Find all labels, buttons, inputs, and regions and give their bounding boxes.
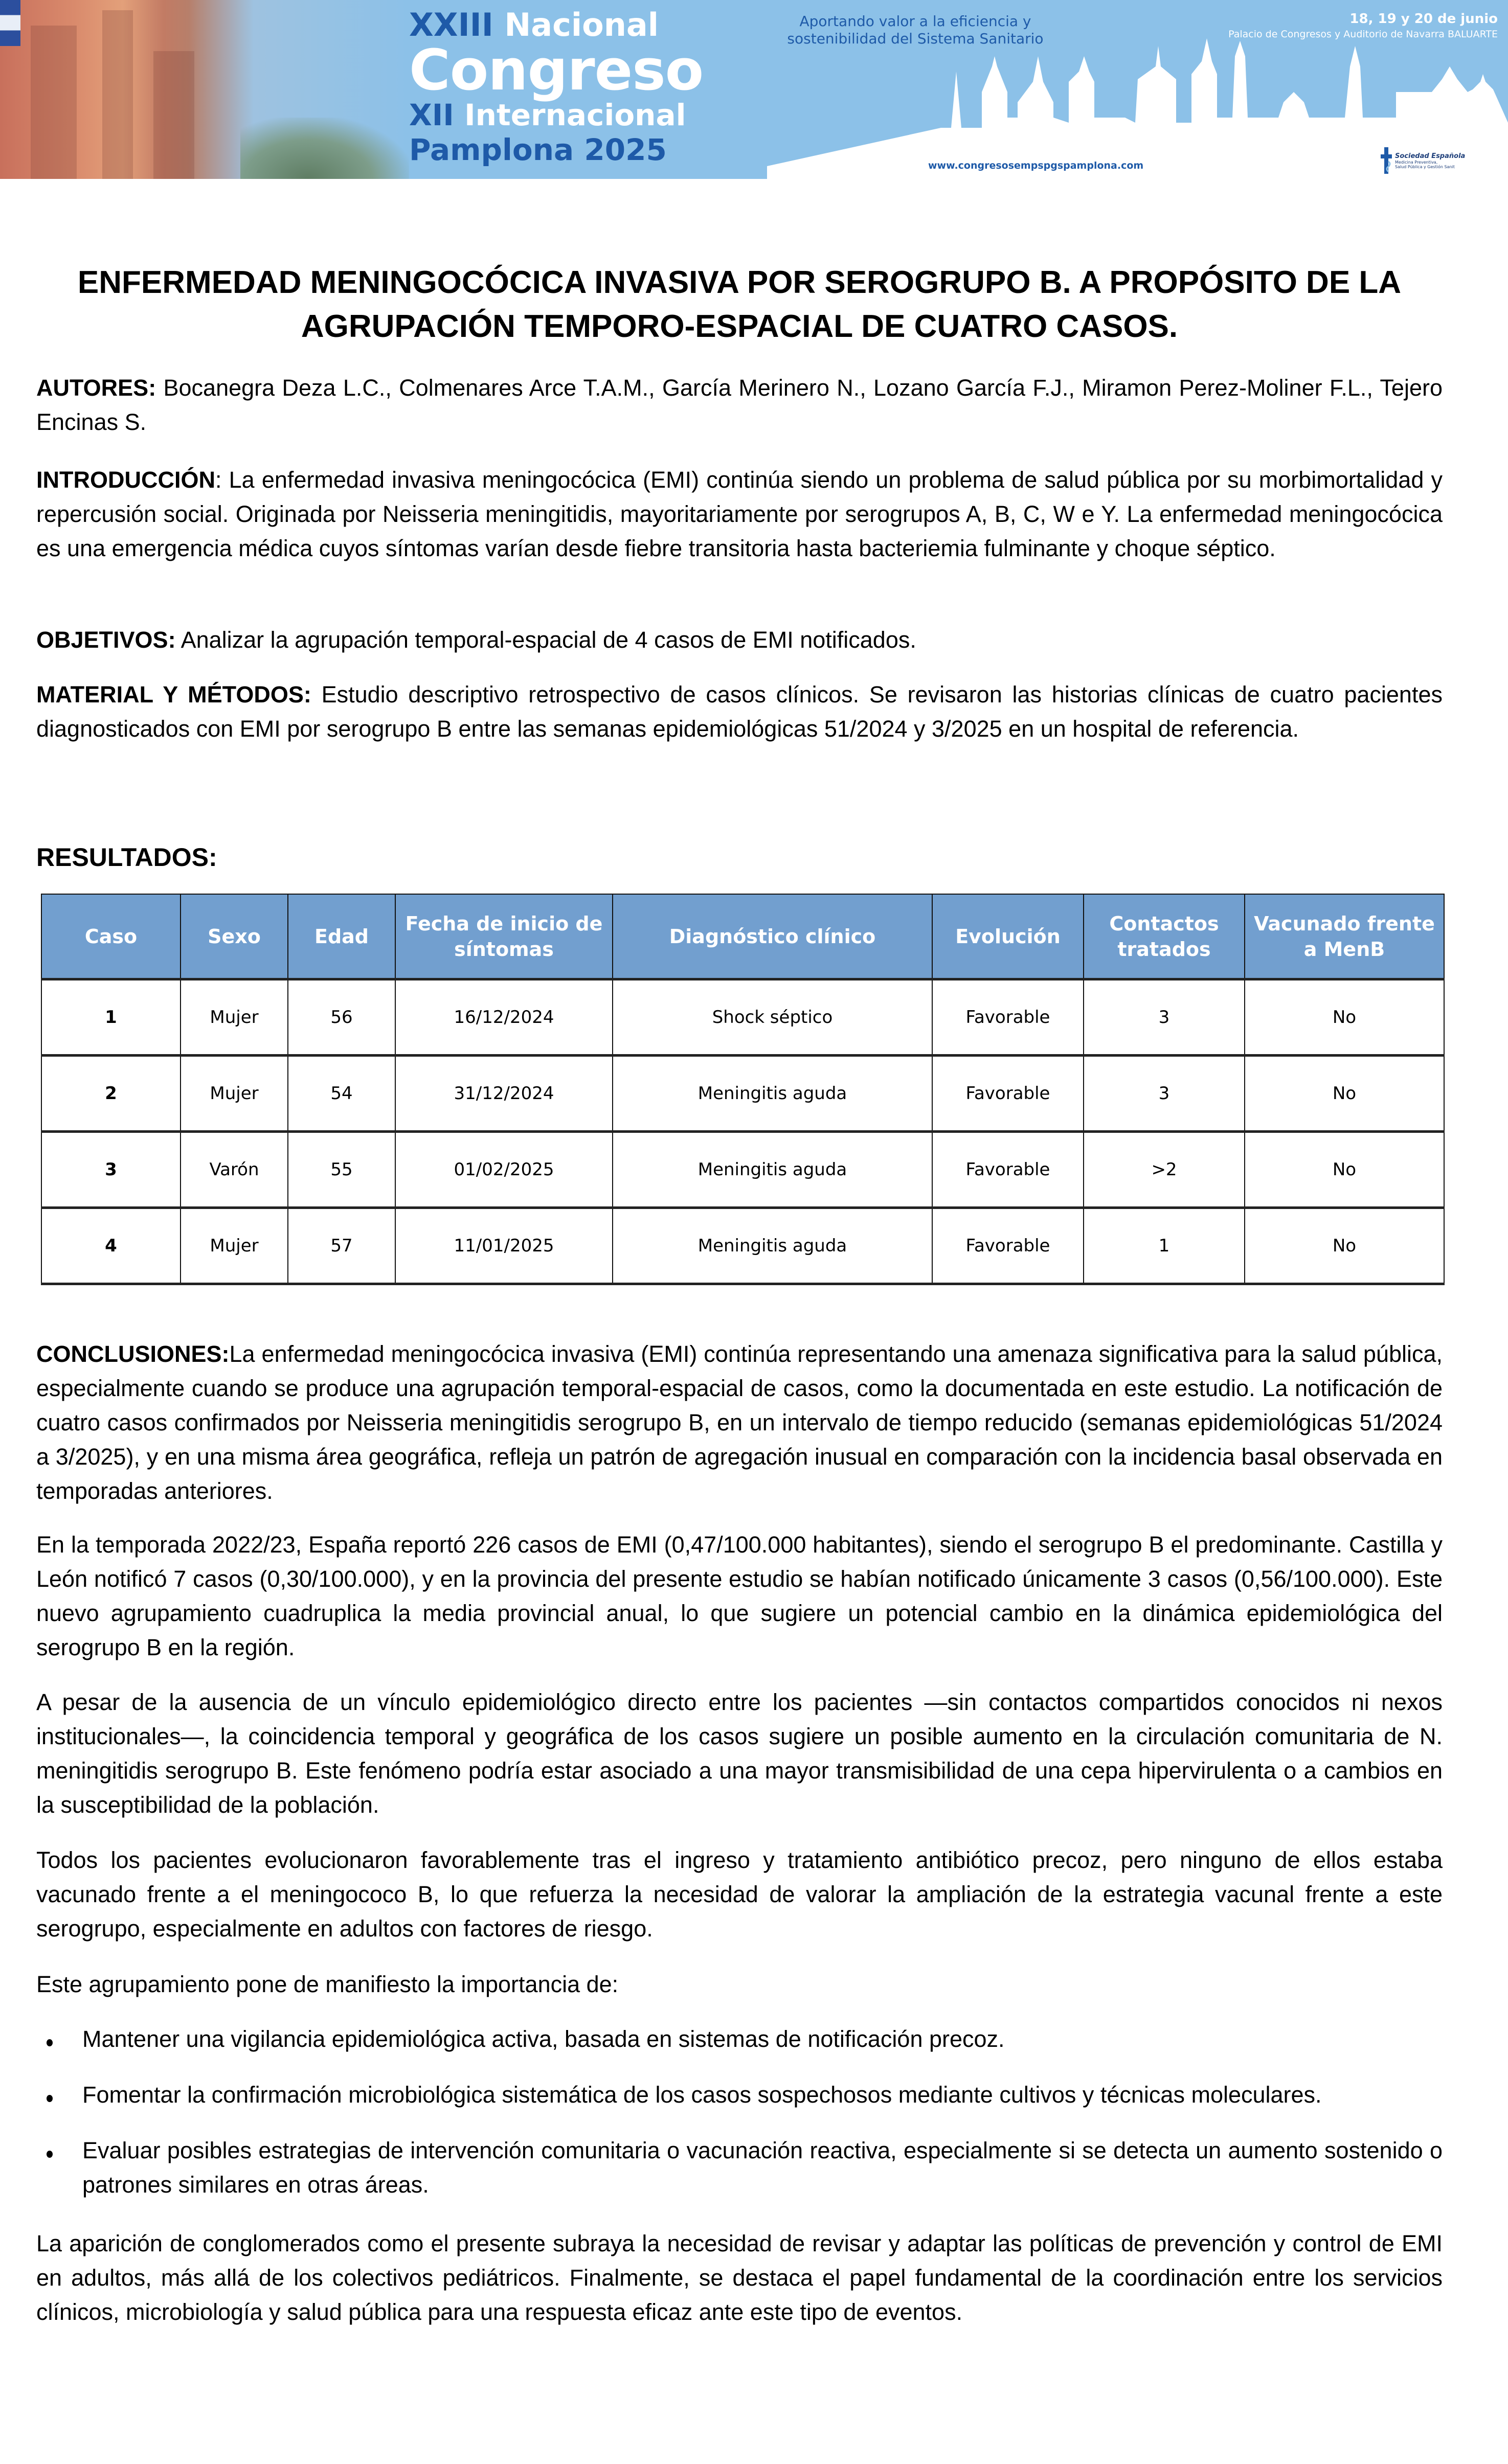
- conclusions-section: [36, 1337, 1443, 1508]
- congress-intl-scope: Internacional: [464, 98, 686, 132]
- congress-scope: Nacional: [504, 6, 659, 43]
- building-shape: [153, 51, 194, 179]
- cell-edad: 55: [288, 1132, 395, 1208]
- cell-contactos: 1: [1084, 1208, 1245, 1284]
- cell-sexo: Mujer: [181, 1208, 288, 1284]
- column-header-contactos: Contactos tratados: [1084, 894, 1245, 979]
- society-cross-icon: [1381, 147, 1392, 174]
- introduction-label: INTRODUCCIÓN: [36, 467, 215, 493]
- column-header-evolucion: Evolución: [932, 894, 1084, 979]
- cell-contactos: 3: [1084, 979, 1245, 1056]
- cell-evolucion: Favorable: [932, 1208, 1084, 1284]
- title-line: ENFERMEDAD MENINGOCÓCICA INVASIVA POR SEROGRUPO B. A PROPÓSITO DE LA: [77, 265, 1402, 300]
- cell-edad: 56: [288, 979, 395, 1056]
- cell-edad: 54: [288, 1056, 395, 1132]
- cell-vacunado: No: [1245, 979, 1444, 1056]
- methods-label: MATERIAL Y MÉTODOS:: [36, 681, 311, 708]
- conclusions-paragraph-incidence: En la temporada 2022/23, España reportó 226 casos de EMI (0,47/100.000 habitantes), siendo el serogrupo B el predominante. Castilla y León notificó 7 casos (0,30/100.000), y en la provincia del presente estudio se habían notificado únicamente 3 casos (0,56/100.000). Este nuevo agrupamiento cuadruplica la media provincial anual, lo que sugiere un potencial cambio en la dinámica epidemiológica del serogrupo B en la región.: [36, 1532, 1443, 1660]
- congress-city-year: Pamplona 2025: [409, 132, 667, 167]
- column-header-diagnostico: Diagnóstico clínico: [613, 894, 932, 979]
- conclusions-paragraph: La enfermedad meningocócica invasiva (EMI) continúa representando una amenaza significativa para la salud pública, especialmente cuando se produce una agrupación temporal-espacial de casos, como la documentada en este estudio. La notificación de cuatro casos confirmados por Neisseria meningitidis serogrupo B, en un intervalo de tiempo reducido (semanas epidemiológicas 51/2024 a 3/2025), y en una misma área geográfica, refleja un patrón de agregación inusual en comparación con la incidencia basal observada en temporadas anteriores.: [36, 1341, 1443, 1504]
- cell-sexo: Varón: [181, 1132, 288, 1208]
- tagline-line: sostenibilidad del Sistema Sanitario: [787, 30, 1044, 47]
- congress-title: [409, 6, 704, 167]
- column-header-fecha: Fecha de inicio de síntomas: [395, 894, 613, 979]
- column-header-vacunado: Vacunado frente a MenB: [1245, 894, 1444, 979]
- building-shape: [31, 26, 77, 179]
- list-item: [36, 2078, 1443, 2112]
- cell-diagnostico: Meningitis aguda: [613, 1056, 932, 1132]
- cell-vacunado: No: [1245, 1132, 1444, 1208]
- table-row: [41, 1208, 1444, 1284]
- conclusions-label: CONCLUSIONES:: [36, 1341, 230, 1367]
- bullet-icon: [47, 2039, 53, 2046]
- list-item: [36, 2133, 1443, 2202]
- table-row: [41, 1132, 1444, 1208]
- cell-fecha: 11/01/2025: [395, 1208, 613, 1284]
- cell-caso: 4: [41, 1208, 181, 1284]
- conclusions-paragraph-importance: Este agrupamiento pone de manifiesto la importancia de:: [36, 1971, 619, 1997]
- list-item-text: Fomentar la confirmación microbiológica sistemática de los casos sospechosos mediante cultivos y técnicas moleculares.: [82, 2082, 1322, 2108]
- cell-sexo: Mujer: [181, 979, 288, 1056]
- society-logo: [1381, 147, 1465, 174]
- results-heading: RESULTADOS:: [36, 843, 217, 872]
- cell-edad: 57: [288, 1208, 395, 1284]
- cell-vacunado: No: [1245, 1208, 1444, 1284]
- table-row: [41, 1056, 1444, 1132]
- cell-caso: 1: [41, 979, 181, 1056]
- trees-graphic: [240, 118, 409, 179]
- bullet-icon: [47, 2095, 53, 2102]
- list-item-text: Mantener una vigilancia epidemiológica activa, basada en sistemas de notificación precoz.: [82, 2026, 1005, 2052]
- venue-text: Palacio de Congresos y Auditorio de Navarra BALUARTE: [1228, 29, 1498, 40]
- congress-website-link[interactable]: www.congresosempspgspamplona.com: [928, 160, 1144, 171]
- methods-section: [36, 677, 1443, 746]
- cases-table: [41, 894, 1445, 1285]
- cell-diagnostico: Shock séptico: [613, 979, 932, 1056]
- flag-graphic: [0, 0, 20, 46]
- cell-evolucion: Favorable: [932, 1132, 1084, 1208]
- introduction-text: : La enfermedad invasiva meningocócica (EMI) continúa siendo un problema de salud pública por su morbimortalidad y repercusión social. Originada por Neisseria meningitidis, mayoritariamente por serogrupos A, B, C, W e Y. La enfermedad meningocócica es una emergencia médica cuyos síntomas varían desde fiebre transitoria hasta bacteriemia fulminante y choque séptico.: [36, 467, 1443, 561]
- conclusions-paragraph-circulation: A pesar de la ausencia de un vínculo epidemiológico directo entre los pacientes —sin contactos compartidos conocidos ni nexos institucionales—, la coincidencia temporal y geográfica de los casos sugiere un posible aumento en la circulación comunitaria de N. meningitidis serogrupo B. Este fenómeno podría estar asociado a una mayor transmisibilidad de una cepa hipervirulenta o a cambios en la susceptibilidad de la población.: [36, 1689, 1443, 1818]
- society-subtitle: Medicina Preventiva,: [1395, 159, 1438, 165]
- authors-label: AUTORES:: [36, 375, 156, 401]
- poster-title: [36, 261, 1443, 349]
- cell-caso: 2: [41, 1056, 181, 1132]
- methods-text: Estudio descriptivo retrospectivo de casos clínicos. Se revisaron las historias clínicas de cuatro pacientes diagnosticados con EMI por serogrupo B entre las semanas epidemiológicas 51/2024 y 3/2025 en un hospital de referencia.: [36, 681, 1443, 742]
- congress-intl-edition: XII: [409, 98, 454, 132]
- city-street-photo: [0, 0, 409, 179]
- introduction-section: [36, 463, 1443, 565]
- tagline-line: Aportando valor a la eficiencia y: [799, 13, 1031, 30]
- table-row: [41, 979, 1444, 1056]
- society-subtitle: Salud Pública y Gestión Sanit: [1395, 164, 1455, 169]
- conclusions-paragraph-final: La aparición de conglomerados como el presente subraya la necesidad de revisar y adaptar las políticas de prevención y control de EMI en adultos, más allá de los colectivos pediátricos. Finalmente, se destaca el papel fundamental de la coordinación entre los servicios clínicos, microbiología y salud pública para una respuesta eficaz ante este tipo de eventos.: [36, 2230, 1443, 2325]
- list-item: [36, 2022, 1443, 2056]
- authors-section: [36, 371, 1443, 439]
- conclusions-paragraph-vaccination: Todos los pacientes evolucionaron favorablemente tras el ingreso y tratamiento antibiótico precoz, pero ninguno de ellos estaba vacunado frente a el meningococo B, lo que refuerza la necesidad de valorar la ampliación de la estrategia vacunal frente a este serogrupo, especialmente en adultos con factores de riesgo.: [36, 1847, 1443, 1942]
- column-header-caso: Caso: [41, 894, 181, 979]
- cell-contactos: >2: [1084, 1132, 1245, 1208]
- cell-caso: 3: [41, 1132, 181, 1208]
- column-header-sexo: Sexo: [181, 894, 288, 979]
- authors-text: Bocanegra Deza L.C., Colmenares Arce T.A.M., García Merinero N., Lozano García F.J., Miramon Perez-Moliner F.L., Tejero Encinas S.: [36, 375, 1443, 435]
- cell-diagnostico: Meningitis aguda: [613, 1132, 932, 1208]
- congress-edition: XXIII: [409, 6, 493, 43]
- column-header-edad: Edad: [288, 894, 395, 979]
- cell-diagnostico: Meningitis aguda: [613, 1208, 932, 1284]
- recommendations-list: [36, 2022, 1443, 2223]
- bullet-icon: [47, 2151, 53, 2158]
- building-shape: [102, 10, 133, 179]
- list-item-text: Evaluar posibles estrategias de intervención comunitaria o vacunación reactiva, especialmente si se detecta un aumento sostenido o patrones similares en otras áreas.: [82, 2137, 1443, 2198]
- cell-fecha: 31/12/2024: [395, 1056, 613, 1132]
- cell-evolucion: Favorable: [932, 1056, 1084, 1132]
- cell-fecha: 16/12/2024: [395, 979, 613, 1056]
- cell-sexo: Mujer: [181, 1056, 288, 1132]
- objectives-label: OBJETIVOS:: [36, 627, 176, 653]
- cell-contactos: 3: [1084, 1056, 1245, 1132]
- cell-vacunado: No: [1245, 1056, 1444, 1132]
- dates-text: 18, 19 y 20 de junio: [1349, 11, 1498, 27]
- title-line: AGRUPACIÓN TEMPORO-ESPACIAL DE CUATRO CASOS.: [301, 309, 1178, 344]
- table-header-row: [41, 894, 1444, 979]
- objectives-text: Analizar la agrupación temporal-espacial de 4 casos de EMI notificados.: [175, 627, 916, 653]
- cell-evolucion: Favorable: [932, 979, 1084, 1056]
- cell-fecha: 01/02/2025: [395, 1132, 613, 1208]
- society-name: Sociedad Española: [1395, 152, 1466, 160]
- objectives-section: [36, 623, 1443, 657]
- congress-banner: [0, 0, 1508, 179]
- congress-word: Congreso: [409, 37, 704, 103]
